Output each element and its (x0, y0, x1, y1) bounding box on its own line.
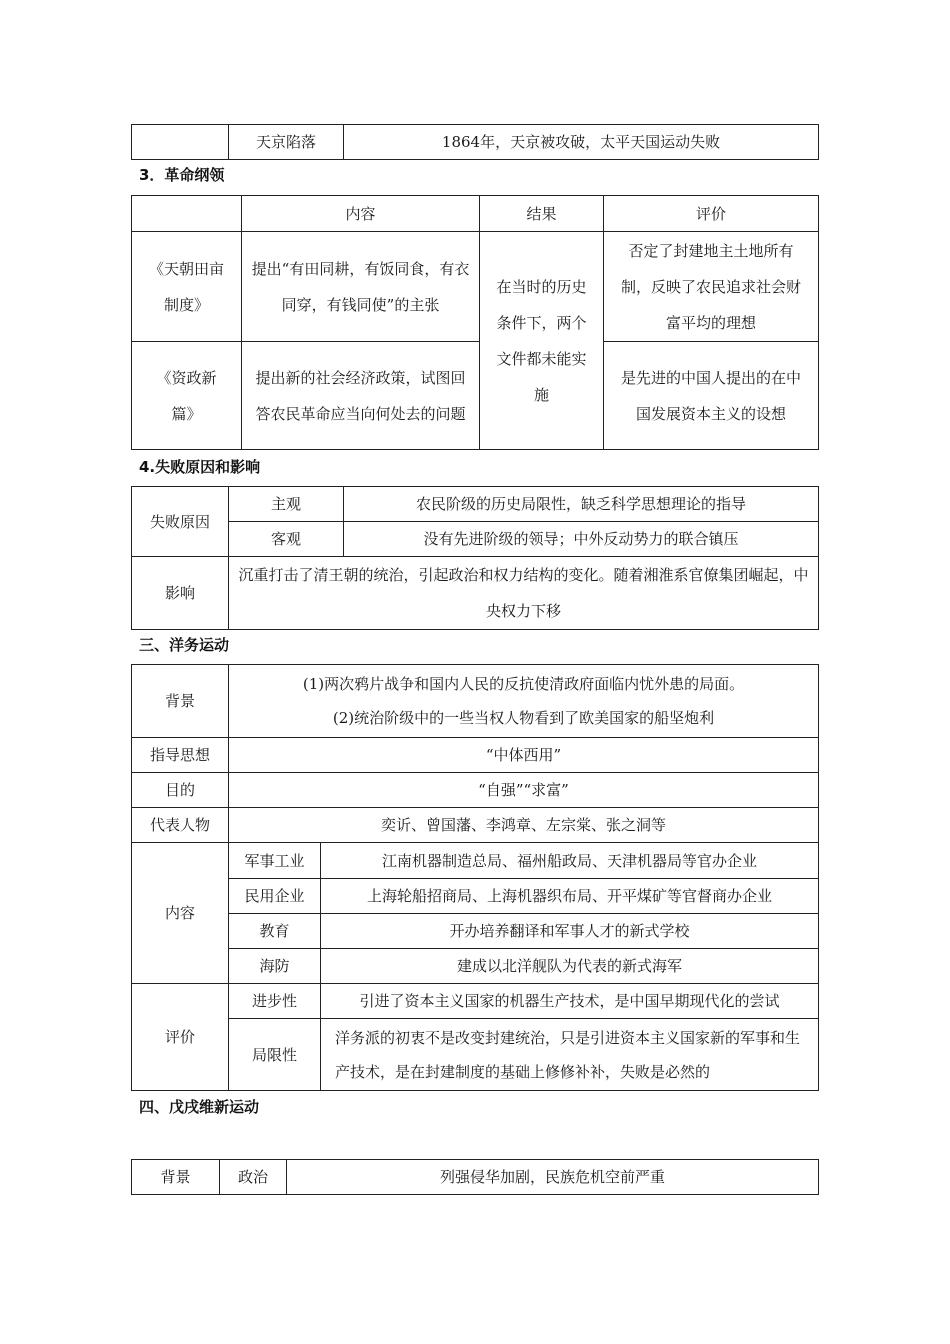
table-row (132, 949, 819, 984)
program-content: 提出“有田同耕，有饭同食，有衣同穿，有钱同使”的主张 (242, 232, 480, 342)
table-row (132, 843, 819, 879)
limit-label: 局限性 (229, 1019, 321, 1091)
subjective-text: 农民阶级的历史局限性，缺乏科学思想理论的指导 (344, 487, 819, 522)
program-evaluation: 否定了封建地主土地所有制，反映了农民追求社会财富平均的理想 (604, 232, 819, 342)
row-label: 天京陷落 (229, 125, 344, 160)
people-text: 奕䜣、曾国藩、李鸿章、左宗棠、张之洞等 (229, 808, 819, 843)
section-heading-4: 4.失败原因和影响 (139, 458, 261, 476)
table-row (132, 773, 819, 808)
table-row (132, 808, 819, 843)
table-row (132, 487, 819, 522)
program-result: 在当时的历史条件下，两个文件都未能实施 (480, 232, 604, 450)
wuxu-background-label: 背景 (132, 1160, 220, 1195)
guide-text: “中体西用” (229, 738, 819, 773)
goal-text: “自强”“求富” (229, 773, 819, 808)
content-label: 内容 (132, 843, 229, 984)
table-header-row (132, 196, 819, 232)
program-name: 《天朝田亩制度》 (132, 232, 242, 342)
table-row (132, 232, 819, 342)
subjective-label: 主观 (229, 487, 344, 522)
people-label: 代表人物 (132, 808, 229, 843)
program-name: 《资政新篇》 (132, 342, 242, 450)
content-item-label: 民用企业 (229, 879, 321, 914)
table-yangwu (131, 664, 819, 1091)
objective-label: 客观 (229, 522, 344, 557)
header-result: 结果 (480, 196, 604, 232)
table-row (132, 1019, 819, 1091)
table-program (131, 195, 819, 450)
content-item-label: 军事工业 (229, 843, 321, 879)
table-row (132, 125, 819, 160)
table-row (132, 522, 819, 557)
header-content: 内容 (242, 196, 480, 232)
background-line-1: (1)两次鸦片战争和国内人民的反抗使清政府面临内忧外患的局面。 (302, 675, 745, 693)
table-row (132, 557, 819, 630)
objective-text: 没有先进阶级的领导；中外反动势力的联合镇压 (344, 522, 819, 557)
guide-label: 指导思想 (132, 738, 229, 773)
header-evaluation: 评价 (604, 196, 819, 232)
table-row (132, 738, 819, 773)
section-heading-yangwu: 三、洋务运动 (139, 636, 230, 654)
wuxu-politics-text: 列强侵华加剧，民族危机空前严重 (287, 1160, 819, 1195)
table-wuxu (131, 1159, 819, 1195)
section-heading-3: 3．革命纲领 (139, 166, 225, 184)
table-row (132, 665, 819, 738)
table-row (132, 914, 819, 949)
content-item-text: 开办培养翻译和军事人才的新式学校 (321, 914, 819, 949)
background-label: 背景 (132, 665, 229, 738)
program-content: 提出新的社会经济政策，试图回答农民革命应当向何处去的问题 (242, 342, 480, 450)
content-item-text: 建成以北洋舰队为代表的新式海军 (321, 949, 819, 984)
table-failure (131, 486, 819, 630)
impact-label: 影响 (132, 557, 229, 630)
program-evaluation: 是先进的中国人提出的在中国发展资本主义的设想 (604, 342, 819, 450)
content-item-label: 教育 (229, 914, 321, 949)
table-row (132, 342, 819, 450)
content-item-text: 江南机器制造总局、福州船政局、天津机器局等官办企业 (321, 843, 819, 879)
impact-text: 沉重打击了清王朝的统治，引起政治和权力结构的变化。随着湘淮系官僚集团崛起，中央权力下移 (229, 557, 819, 630)
progress-text: 引进了资本主义国家的机器生产技术，是中国早期现代化的尝试 (321, 984, 819, 1019)
background-line-2: (2)统治阶级中的一些当权人物看到了欧美国家的船坚炮利 (332, 709, 715, 727)
table-row (132, 879, 819, 914)
cause-label: 失败原因 (132, 487, 229, 557)
wuxu-politics-label: 政治 (220, 1160, 287, 1195)
table-row (132, 1160, 819, 1195)
progress-label: 进步性 (229, 984, 321, 1019)
table-tianjing (131, 124, 819, 160)
limit-text: 洋务派的初衷不是改变封建统治，只是引进资本主义国家新的军事和生产技术，是在封建制度的基础上修修补补，失败是必然的 (321, 1019, 819, 1091)
section-heading-wuxu: 四、戊戌维新运动 (139, 1098, 260, 1116)
eval-label: 评价 (132, 984, 229, 1091)
content-item-text: 上海轮船招商局、上海机器织布局、开平煤矿等官督商办企业 (321, 879, 819, 914)
table-row (132, 984, 819, 1019)
content-item-label: 海防 (229, 949, 321, 984)
goal-label: 目的 (132, 773, 229, 808)
row-value: 1864年，天京被攻破，太平天国运动失败 (344, 125, 819, 160)
